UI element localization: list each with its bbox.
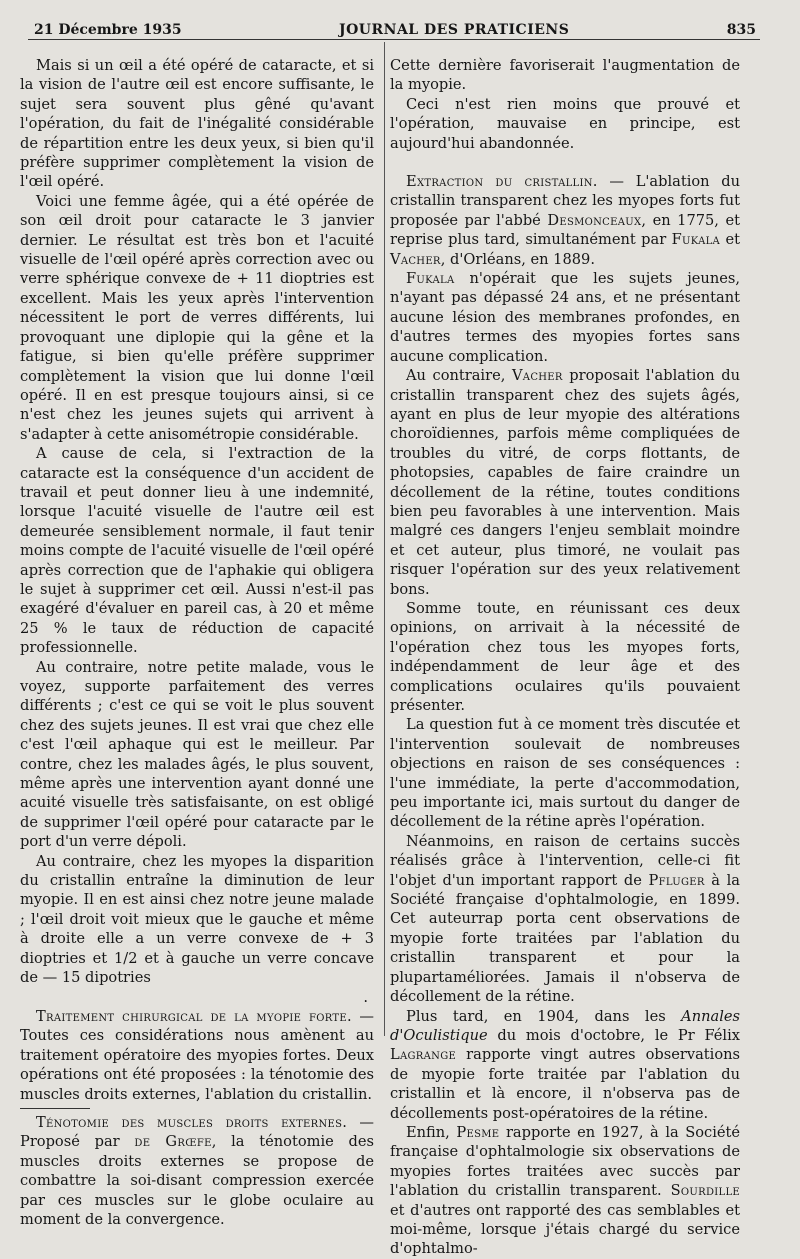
section-heading: Traitement chirurgical de la myopie forte. [36, 1007, 352, 1025]
author-name: Desmonceaux [547, 211, 642, 229]
paragraph: Cette dernière favoriserait l'augmentation de la myopie. [390, 57, 740, 94]
paragraph [390, 1123, 740, 1259]
spacer [390, 153, 740, 172]
paragraph: Somme toute, en réunissant ces deux opinions, on arrivait à la nécessité de l'opération chez tous les myopes forts, indépendamment de leur âge et des complications oculaires qu'ils pouvaient présenter. [390, 599, 740, 714]
section-text: — L'ablation du cristallin transparent chez les myopes forts fut proposée par l'abbé [390, 173, 740, 229]
paragraph-text: Néanmoins, en raison de certains succès réalisés grâce à l'intervention, celle-ci fit l'objet d'un important rapport de [390, 832, 740, 889]
paragraph-dot: . [363, 988, 368, 1006]
paragraph-text: proposait l'ablation du cristallin transparent chez des sujets âgés, ayant en plus de leur myopie des altérations choroïdiennes, parfois même compliquées de troubles du vitré, de corps flottants, de photopsies, capables de faire craindre un décollement de la rétine, toutes conditions bien peu favorables à une intervention. Mais malgré ces dangers l'enjeu semblait moindre et cet auteur, plus timoré, ne voulait pas risquer l'opération sur des yeux relativement bons. [390, 367, 740, 598]
section-rule [20, 1108, 90, 1109]
paragraph-text: à la Société française d'ophtalmologie, en 1899. Cet auteurrap porta cent observations de myopie forte traitées par l'ablation du cristallin transparent et pour la plupartaméliorées. Jamais il n'observa de décollement de la rétine. [390, 871, 740, 1006]
paragraph: Voici une femme âgée, qui a été opérée de son œil droit pour cataracte le 3 janvier dernier. Le résultat est très bon et l'acuité visuelle de l'œil opéré après correction avec ou verre sphérique convexe de + 11 dioptries est excellent. Mais les yeux après l'intervention nécessitent le port de verres différents, lui provoquant une diplopie qui la gêne et la fatigue, si bien qu'elle préfère supprimer complètement la vision que lui donne l'œil opéré. Il en est presque toujours ainsi, si ce n'est chez les jeunes sujets qui arrivent à s'adapter à cette anisométropie considérable. [20, 192, 374, 443]
author-name: Pfluger [648, 871, 705, 889]
paragraph: La question fut à ce moment très discutée et l'intervention soulevait de nombreuses objections en raison de ses conséquences : l'une immédiate, la perte d'accommodation, peu importante ici, mais surtout du danger de décollement de la rétine après l'opération. [390, 716, 740, 831]
paragraph-text: n'opérait que les sujets jeunes, n'ayant pas dépassé 24 ans, et ne présentant aucune lésion des membranes profondes, en d'autres termes des myopies fortes sans aucune complication. [390, 270, 740, 365]
section-heading: Extraction du cristallin. [406, 173, 598, 191]
paragraph: Au contraire, notre petite malade, vous le voyez, supporte parfaitement des verres différents ; c'est ce qui se voit le plus souvent chez des sujets jeunes. Il est vrai que chez elle c'est l'œil aphaque qui est le meilleur. Par contre, chez les malades âgés, le plus souvent, même après une intervention ayant donné une acuité visuelle très satisfaisante, on est obligé de supprimer l'œil opéré pour cataracte par le port d'un verre dépoli. [20, 658, 374, 851]
section-text: — Toutes ces considérations nous amènent au traitement opératoire des myopies fortes. Deux opérations ont été proposées : la ténotomie des muscles droits externes, l'ablation du cristallin. [20, 1007, 374, 1103]
paragraph-text: Au contraire, [406, 367, 512, 385]
author-name: Vacher [511, 367, 563, 385]
author-name: Fukala [406, 270, 455, 288]
column-divider [384, 42, 385, 1036]
paragraph-text: du mois d'octobre, le Pr Félix [487, 1026, 740, 1044]
author-name: de Grœfe [134, 1133, 212, 1151]
right-column [390, 56, 740, 1259]
section-treatment [20, 1007, 374, 1104]
author-name: Lagrange [390, 1046, 457, 1064]
section-text: , en 1775, et reprise plus tard, simultanément par [390, 211, 740, 249]
paragraph-text: Plus tard, en 1904, dans les [406, 1007, 682, 1025]
paragraph-text: rapporte en 1927, à la Société française d'ophtalmologie six observations de myopies fortes traitées avec succès par l'ablation du cristallin transparent. [390, 1123, 741, 1200]
left-column [20, 56, 374, 1229]
paragraph: A cause de cela, si l'extraction de la cataracte est la conséquence d'un accident de travail et peut donner lieu à une indemnité, lorsque l'acuité visuelle de l'autre œil est demeurée sensiblement normale, il faut tenir moins compte de l'acuité visuelle de l'œil opéré après correction que de l'aphakie qui obligera le sujet à supprimer cet œil. Aussi n'est-il pas exagéré d'évaluer en pareil cas, à 20 et même 25 % le taux de réduction de capacité professionnelle. [20, 445, 374, 657]
author-name: Vacher [390, 250, 441, 268]
header-journal-title: JOURNAL DES PRATICIENS [338, 22, 570, 38]
author-name: Fukala [671, 231, 721, 249]
page-header [34, 14, 756, 38]
header-page-number: 835 [726, 22, 756, 38]
header-date: 21 Décembre 1935 [34, 22, 182, 38]
paragraph [390, 832, 740, 1007]
paragraph-text: rapporte vingt autres observations de myopie forte traitée par l'ablation du cristallin et là encore, il n'observa pas de décollements post-opératoires de la rétine. [390, 1046, 740, 1122]
paragraph [390, 366, 740, 599]
section-text: , d'Orléans, en 1889. [440, 250, 595, 268]
header-rule [28, 39, 760, 40]
journal-name: Annales d'Oculistique [390, 1007, 740, 1044]
section-text: , la ténotomie des muscles droits externes se propose de combattre la soi-disant compression exercée par ces muscles sur le globe oculaire au moment de la convergence. [20, 1133, 375, 1228]
paragraph: Ceci n'est rien moins que prouvé et l'opération, mauvaise en principe, est aujourd'hui abandonnée. [390, 95, 740, 152]
paragraph-text: et d'autres ont rapporté des cas semblables et moi-même, lorsque j'étais chargé du service d'ophtalmo- [390, 1201, 740, 1258]
paragraph: Mais si un œil a été opéré de cataracte, et si la vision de l'autre œil est encore suffisante, le sujet sera souvent plus gêné qu'avant l'opération, du fait de l'inégalité considérable de répartition entre les deux yeux, si bien qu'il préfère supprimer complètement la vision de l'œil opéré. [20, 57, 374, 191]
author-name: Pesme [456, 1123, 500, 1141]
paragraph [390, 269, 740, 366]
section-heading: Ténotomie des muscles droits externes. [36, 1113, 348, 1131]
section-text: — Proposé par [20, 1113, 374, 1151]
section-tenotomy [20, 1113, 374, 1229]
section-extraction [390, 172, 740, 269]
paragraph [390, 1007, 740, 1123]
section-text: et [720, 231, 740, 249]
paragraph-text: Enfin, [406, 1123, 457, 1141]
paragraph: Au contraire, chez les myopes la disparition du cristallin entraîne la diminution de leur myopie. Il en est ainsi chez notre jeune malade ; l'œil droit voit mieux que le gauche et même à droite elle a un verre convexe de + 3 dioptries et 1/2 et à gauche un verre concave de — 15 dipotries [20, 852, 374, 987]
author-name: Sourdille [670, 1182, 740, 1200]
